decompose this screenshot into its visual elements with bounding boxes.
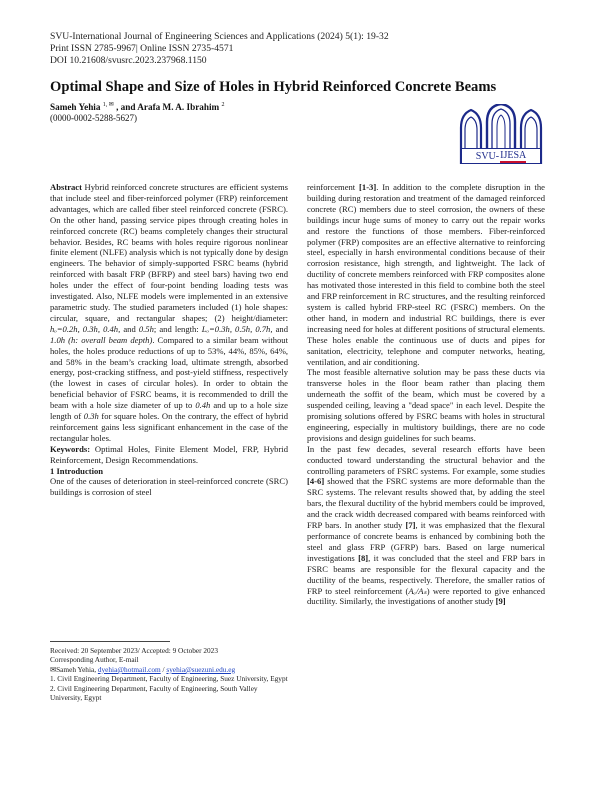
abstract (50, 182, 288, 444)
body-paragraph-1 (307, 182, 545, 367)
abstract-text: for square holes. On the contrary, the effect of hybrid reinforcement gains less significant enhancement in the case of the rectangular holes. (50, 411, 289, 443)
body-text: , it was concluded that the steel and FRP bars in FSRC beams are responsible for the flexural capacity and the ductility of the beams, respectively. Therefore, the smaller ratios of FRP to steel reinforcement ( (307, 552, 546, 596)
abstract-math: 0.3h (83, 411, 99, 422)
footnotes (50, 646, 288, 702)
abstract-text: Hybrid reinforced concrete structures are efficient systems that include steel and fiber-reinforced polymer (FRP) reinforcement advantages, which are called fiber steel reinforced concrete (FSRC). On the other hand, passing service pipes through creating holes in reinforced concrete (RC) beams completely changes their structural behavior. Besides, RC beams with holes require rigorous nonlinear finite element (NLFE) analysis which is not typically done by design engineers. The behavior of simply-supported FSRC beams (hybrid reinforced with basalt FRP (BFRP) and steel bars) having two end holes under the effect of four-point bending loading tests was investigated. Also, NLFE models were implemented in an extensive parametric study. The studied parameters included (1) hole shapes: circular, square, and rectangular shapes; (2) height/diameter: (50, 182, 288, 323)
body-text: In the past few decades, several research efforts have been conducted toward understanding the structural behavior and the controlling parameters of FSRC systems. For example, some studies (307, 443, 545, 476)
abstract-text: and (120, 323, 139, 334)
corresponding-email-line (50, 665, 288, 674)
citation-ref[interactable]: [9] (495, 596, 506, 607)
corresponding-label: Corresponding Author, E-mail (50, 655, 139, 665)
inline-math: Aₑ/Aₛ (408, 585, 427, 596)
footnote-divider (50, 641, 170, 642)
abstract-math: 1.0h (h: overall beam depth) (50, 334, 153, 345)
author-2-affiliation-mark: 2 (221, 102, 225, 108)
affiliation-2: 2. Civil Engineering Department, Faculty of Engineering, South Valley University, Egypt (50, 683, 258, 703)
author-line (50, 101, 225, 112)
keywords (50, 444, 288, 466)
abstract-label: Abstract (50, 182, 82, 192)
email-separator: / (160, 664, 167, 674)
journal-citation: SVU-International Journal of Engineering Sciences and Applications (2024) 5(1): 19-32 (50, 31, 389, 42)
abstract-text: and (272, 323, 288, 334)
author-connector: , and Arafa M. A. Ibrahim (116, 102, 220, 113)
logo-text-svu: SVU- (475, 150, 500, 162)
paper-title: Optimal Shape and Size of Holes in Hybrid Reinforced Concrete Beams (50, 79, 497, 95)
doi-line: DOI 10.21608/svusrc.2023.237968.1150 (50, 55, 207, 67)
left-column (50, 182, 288, 498)
received-dates: Received: 20 September 2023/ Accepted: 9 October 2023 (50, 646, 218, 655)
orcid-id: (0000-0002-5288-5627) (50, 113, 137, 123)
body-paragraph-2: The most feasible alternative solution may be pass these ducts via transverse holes in the floor beam rather than placing them underneath the soffit of the beam, which must be covered by a suspended ceiling, leaving a "dead space" in each level. Despite the promising solutions offered by FSRC beams with holes in structural engineering, especially in multistory buildings, there are no code provisions and design guidelines for such beams. (307, 367, 545, 443)
citation-ref[interactable]: [1-3] (359, 182, 377, 192)
abstract-text: ; and length: (153, 323, 202, 334)
logo-text-ijesa: IJESA (500, 149, 527, 161)
body-text: reinforcement (307, 182, 360, 192)
body-text: showed that the FSRC systems are more deformable than the SRC systems. The relevant results showed that, by adding the steel bars, the flexural ductility of the hybrid members could be improved, and the crack width decreased compared with beams reinforced with FRP bars. In another study (307, 476, 545, 531)
journal-header (50, 31, 389, 68)
abstract-math: hₒ=0.2h, 0.3h, 0.4h, (50, 323, 121, 334)
abstract-math: Lₒ=0.3h, 0.5h, 0.7h, (201, 323, 273, 334)
body-paragraph-3 (307, 444, 545, 608)
keywords-label: Keywords: (50, 443, 91, 454)
citation-ref[interactable]: [4-6] (307, 476, 325, 487)
abstract-text: and up to a hole size length of (50, 400, 288, 422)
keywords-text: Optimal Holes, Finite Element Model, FRP, Hybrid Reinforcement, Design Recommendations. (50, 443, 288, 465)
email-link-2[interactable]: syehia@suezuni.edu.eg (166, 664, 236, 674)
journal-logo-label (461, 148, 541, 164)
citation-ref[interactable]: [8] (358, 552, 369, 563)
body-text: ) were reported to give enhanced ductility. Similarly, the investigations of another study (307, 585, 545, 607)
abstract-math: 0.5h (138, 323, 154, 334)
abstract-text: . Compared to a similar beam without holes, the holes produce reductions of up to 53%, 44%, 85%, 64%, and 58% in the beam’s cracking load, ultimate strength, absorbed energy, post-cracking stiffness, and post-yield stiffness, respectively (the lowest in cases of circular holes). In order to obtain the beneficial behavior of FSRC beams, it is recommended to drill the beam with a hole size diameter of up to (50, 334, 288, 411)
author-1-name: Sameh Yehia (50, 102, 101, 113)
section-heading-introduction: 1 Introduction (50, 465, 104, 476)
body-text: . In addition to the complete disruption in the building during restoration and treatment of the damaged reinforced concrete (RC) members due to steel corrosion, the owners of these buildings incur huge sums of money to carry out the repair works and restore the functions of those members. Fiber-reinforced polymer (FRP) composites are an effective alternative to reinforcing steel, especially in harsh environmental conditions because of their corrosion resistance, high strength, and lightweight. The lack of ductility of concrete members reinforced with FRP composites alone has motivated those interested in this field to combine both the steel and FRP reinforcement in RC structures, and the resulting reinforced system is called hybrid FRP-steel RC (FSRC) members. On the other hand, in modern and industrial RC buildings, there is ever increasing need for holes at different positions of structural elements. These holes enable the continuous use of ducts and pipes for sanitation, electricity, telephone and computer networks, heating, ventilation, and air conditioning. (307, 182, 546, 367)
abstract-math: 0.4h (195, 400, 211, 411)
corresponding-name: ✉Sameh Yehia, (50, 664, 98, 674)
right-column (307, 182, 545, 607)
author-1-affiliation-mark: 1, ✉ (102, 102, 114, 108)
affiliation-1: 1. Civil Engineering Department, Faculty of Engineering, Suez University, Egypt (50, 674, 288, 684)
email-link-1[interactable]: dyehia@hotmail.com (97, 664, 161, 674)
citation-ref[interactable]: [7] (405, 520, 416, 531)
introduction-text: One of the causes of deterioration in steel-reinforced concrete (SRC) buildings is corrosion of steel (50, 476, 288, 498)
issn-line: Print ISSN 2785-9967| Online ISSN 2735-4571 (50, 43, 234, 55)
body-text: , it was emphasized that the flexural performance of concrete beams is enhanced by combining both the steel and glass FRP (GFRP) bars. Based on large numerical investigations (307, 520, 545, 563)
